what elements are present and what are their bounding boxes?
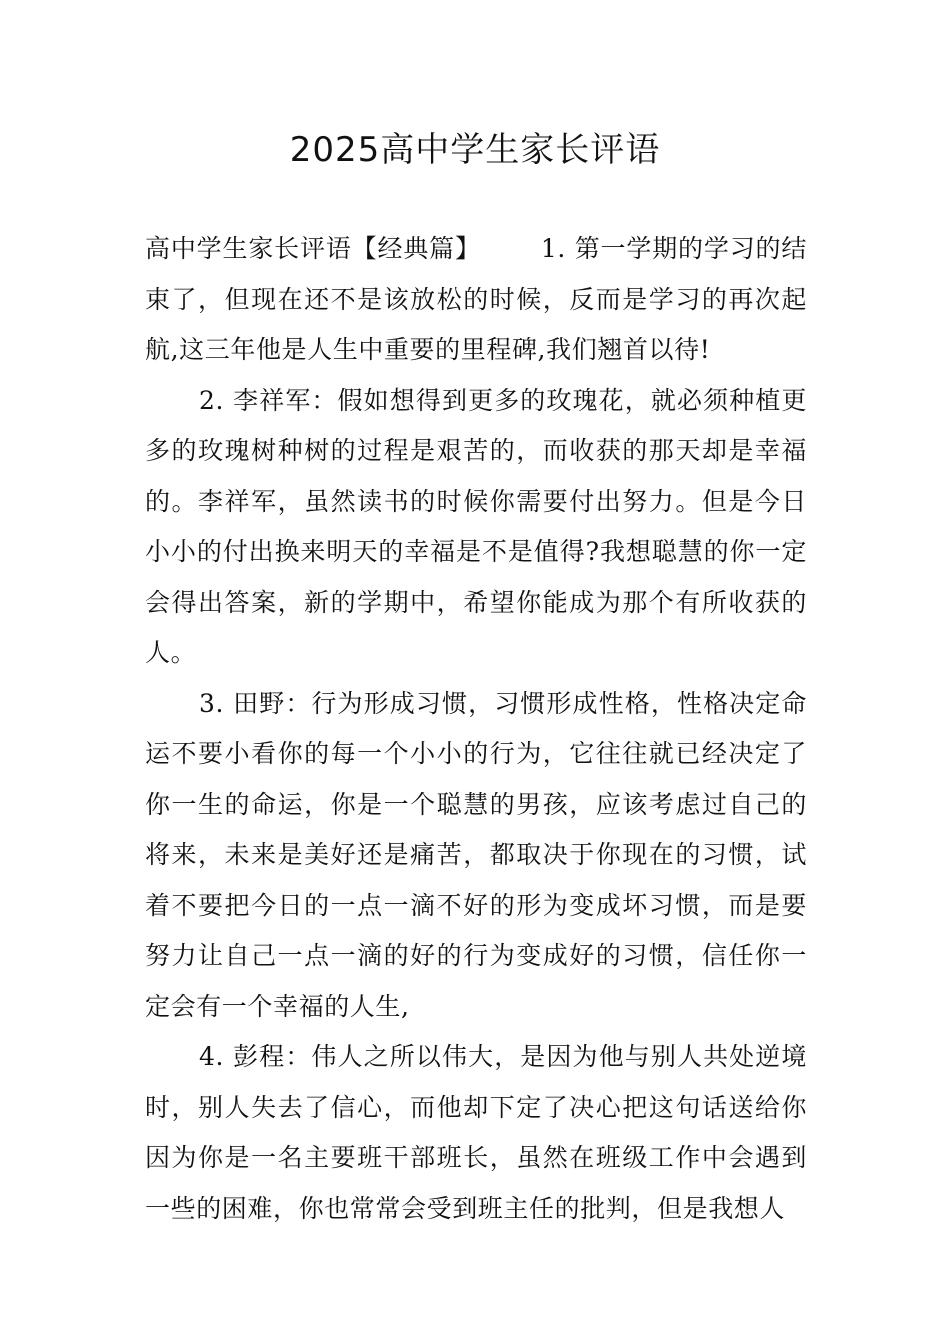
paragraph-4: 4. 彭程：伟人之所以伟大，是因为他与别人共处逆境时，别人失去了信心，而他却下定了决心把这句话送给你因为你是一名主要班干部班长，虽然在班级工作中会遇到一些的困难，你也常常会受到班主任的批判，但是我想人 xyxy=(145,1042,807,1223)
paragraph-3: 3. 田野：行为形成习惯，习惯形成性格，性格决定命运不要小看你的每一个小小的行为，它往往就已经决定了你一生的命运，你是一个聪慧的男孩，应该考虑过自己的将来，未来是美好还是痛苦，都取决于你现在的习惯，试着不要把今日的一点一滴不好的形为变成坏习惯，而是要努力让自己一点一滴的好的行为变成好的习惯，信任你一定会有一个幸福的人生, xyxy=(145,688,807,1021)
paragraph-1 xyxy=(145,224,807,376)
paragraph-2: 2. 李祥军：假如想得到更多的玫瑰花，就必须种植更多的玫瑰树种树的过程是艰苦的，而收获的那天却是幸福的。李祥军，虽然读书的时候你需要付出努力。但是今日小小的付出换来明天的幸福是不是值得?我想聪慧的你一定会得出答案，新的学期中，希望你能成为那个有所收获的人。 xyxy=(145,385,807,667)
page-title: 2025高中学生家长评语 xyxy=(289,130,661,170)
paragraph-1-text: 1. 第一学期的学习的结束了，但现在还不是该放松的时候，反而是学习的再次起航,这三年他是人生中重要的里程碑,我们翘首以待! xyxy=(145,234,807,364)
section-heading: 高中学生家长评语【经典篇】 xyxy=(145,234,481,263)
document-body xyxy=(145,224,807,1234)
